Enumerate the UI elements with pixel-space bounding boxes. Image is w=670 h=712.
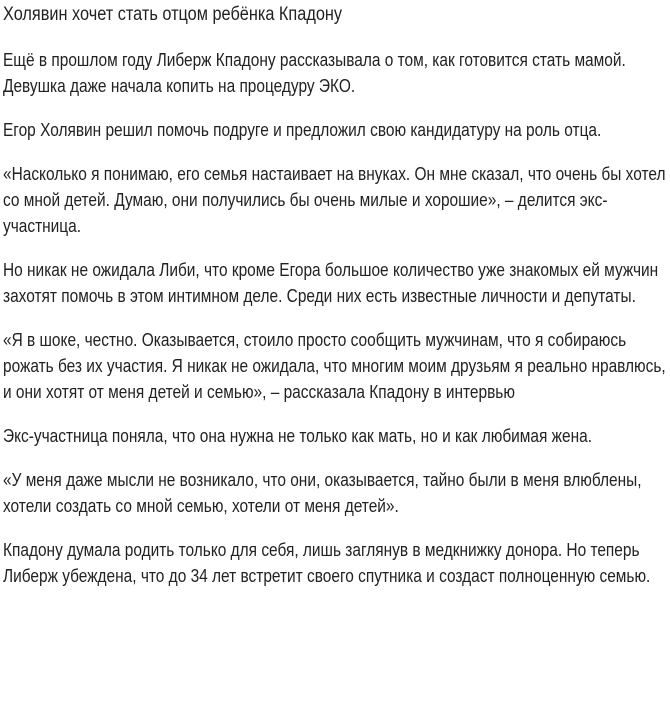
article-paragraph-6: Экс-участница поняла, что она нужна не только как мать, но и как любимая жена. xyxy=(3,426,593,446)
article-paragraph-5: «Я в шоке, честно. Оказывается, стоило просто сообщить мужчинам, что я собираюсь рожать без их участия. Я никак не ожидала, что многим моим друзьям я реально нравлюсь, и они хотят от меня детей и семью», – рассказала Кпадону в интервью xyxy=(3,330,666,402)
article-paragraph-4: Но никак не ожидала Либи, что кроме Егора большое количество уже знакомых ей мужчин захотят помочь в этом интимном деле. Среди них есть известные личности и депутаты. xyxy=(3,260,659,306)
article-paragraph-8: Кпадону думала родить только для себя, лишь заглянув в медкнижку донора. Но теперь Либерж убеждена, что до 34 лет встретит своего спутника и создаст полноценную семью. xyxy=(3,540,651,586)
article-title: Холявин хочет стать отцом ребёнка Кпадону xyxy=(3,4,343,25)
article-paragraph-7: «У меня даже мысли не возникало, что они, оказывается, тайно были в меня влюблены, хотели создать со мной семью, хотели от меня детей». xyxy=(3,470,642,516)
article-paragraph-3: «Насколько я понимаю, его семья настаивает на внуках. Он мне сказал, что очень бы хотел со мной детей. Думаю, они получились бы очень милые и хорошие», – делится экс-участница. xyxy=(3,164,666,236)
article-paragraph-1: Ещё в прошлом году Либерж Кпадону рассказывала о том, как готовится стать мамой. Девушка даже начала копить на процедуру ЭКО. xyxy=(3,50,626,96)
article-paragraph-2: Егор Холявин решил помочь подруге и предложил свою кандидатуру на роль отца. xyxy=(3,120,602,140)
article-body xyxy=(3,0,668,589)
